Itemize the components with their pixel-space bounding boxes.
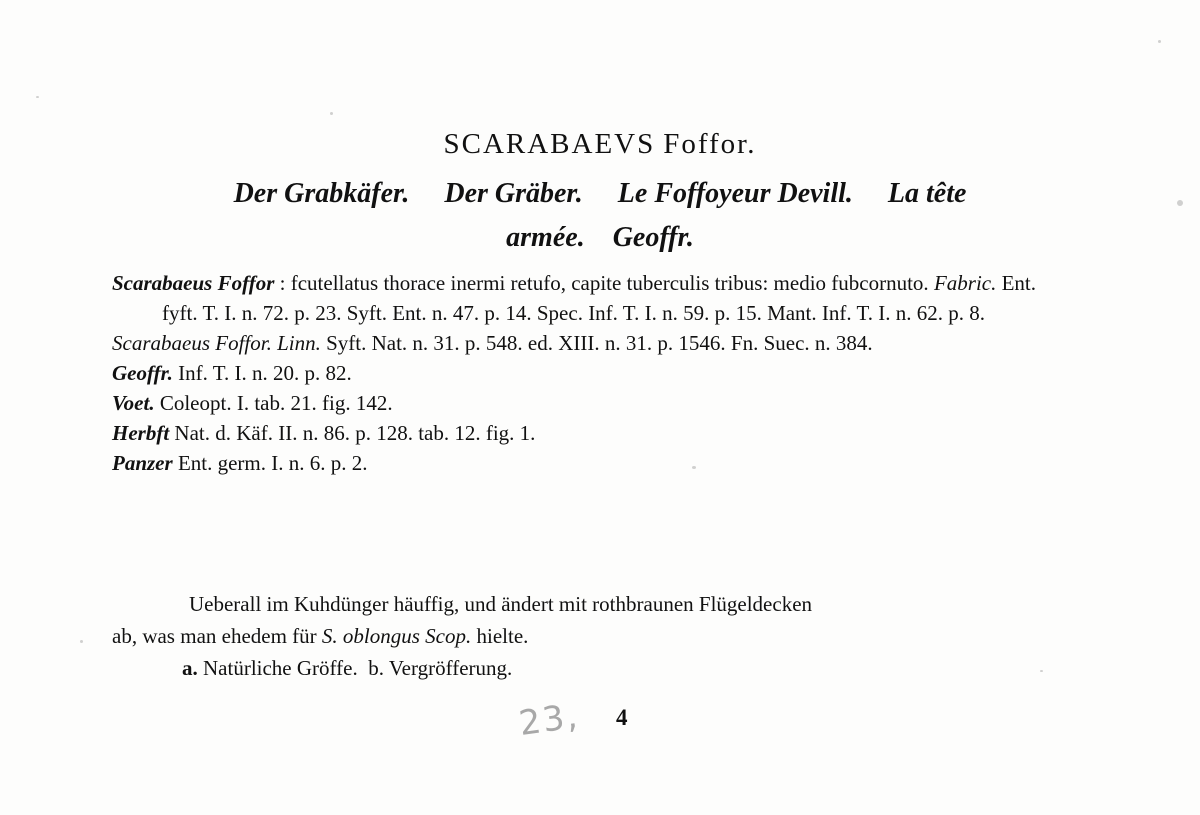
reference-author: Scarabaeus Foffor bbox=[112, 271, 275, 295]
reference-text: : fcutellatus thorace inermi retufo, capite tuberculis tribus: medio fubcornuto. bbox=[279, 271, 929, 295]
signature-mark: 4 bbox=[616, 705, 628, 730]
legend-letter-a: a. bbox=[182, 656, 198, 680]
reference-entry bbox=[112, 388, 1057, 418]
legend-letter-b: b. bbox=[368, 656, 384, 680]
reference-author: Geoffr. bbox=[112, 361, 173, 385]
reference-author: Scarabaeus Foffor. bbox=[112, 331, 272, 355]
reference-citation: Ent. germ. I. n. 6. p. 2. bbox=[177, 451, 368, 475]
reference-source: Linn. bbox=[277, 331, 321, 355]
reference-author: Voet. bbox=[112, 391, 155, 415]
paper-speck bbox=[80, 640, 83, 643]
reference-author: Panzer bbox=[112, 451, 173, 475]
legend-text-b: Vergröfferung. bbox=[388, 656, 513, 680]
reference-citation: Ent. fyft. T. I. n. 72. p. 23. Syft. Ent. n. 47. p. 14. Spec. Inf. T. I. n. 59. p. 15. Mant. Inf. T. I. n. 62. p. 8. bbox=[162, 271, 1037, 325]
reference-source: Fabric. bbox=[933, 271, 997, 295]
note-taxon-name: S. oblongus Scop. bbox=[321, 624, 472, 648]
reference-entry bbox=[112, 268, 1057, 328]
genus-name: SCARABAEVS bbox=[443, 128, 656, 160]
reference-entry bbox=[112, 418, 1057, 448]
paper-speck bbox=[36, 96, 39, 98]
habitat-note bbox=[112, 588, 1057, 684]
note-line-1: Ueberall im Kuhdünger häuffig, und ändert mit rothbraunen Flügeldecken bbox=[189, 592, 813, 616]
species-title bbox=[0, 128, 1200, 161]
paper-speck bbox=[330, 112, 333, 115]
note-line-2-end: hielte. bbox=[476, 624, 529, 648]
note-line-2-start: ab, was man ehedem für bbox=[112, 624, 317, 648]
synonymy-references bbox=[112, 268, 1057, 478]
reference-citation: Coleopt. I. tab. 21. fig. 142. bbox=[159, 391, 393, 415]
reference-entry bbox=[112, 328, 1057, 358]
species-name: Foffor. bbox=[663, 128, 757, 160]
common-names-line-2 bbox=[0, 222, 1200, 254]
reference-entry bbox=[112, 358, 1057, 388]
common-name: armée. bbox=[506, 222, 585, 253]
reference-citation: Syft. Nat. n. 31. p. 548. ed. XIII. n. 31. p. 1546. Fn. Suec. n. 384. bbox=[326, 331, 873, 355]
reference-author: Herbft bbox=[112, 421, 170, 445]
common-names-line-1 bbox=[0, 178, 1200, 210]
figure-legend bbox=[112, 652, 1057, 684]
common-name: Geoffr. bbox=[612, 222, 694, 253]
reference-entry bbox=[112, 448, 1057, 478]
common-name: Le Foffoyeur Devill. bbox=[617, 178, 853, 209]
common-name: Der Gräber. bbox=[444, 178, 583, 209]
common-name: La tête bbox=[887, 178, 967, 209]
pencil-page-number: 23, bbox=[516, 696, 582, 744]
common-name: Der Grabkäfer. bbox=[233, 178, 410, 209]
note-line-2 bbox=[112, 620, 1057, 652]
reference-citation: Nat. d. Käf. II. n. 86. p. 128. tab. 12. fig. 1. bbox=[174, 421, 536, 445]
reference-citation: Inf. T. I. n. 20. p. 82. bbox=[178, 361, 352, 385]
paper-speck bbox=[1158, 40, 1161, 43]
legend-text-a: Natürliche Gröffe. bbox=[203, 656, 358, 680]
